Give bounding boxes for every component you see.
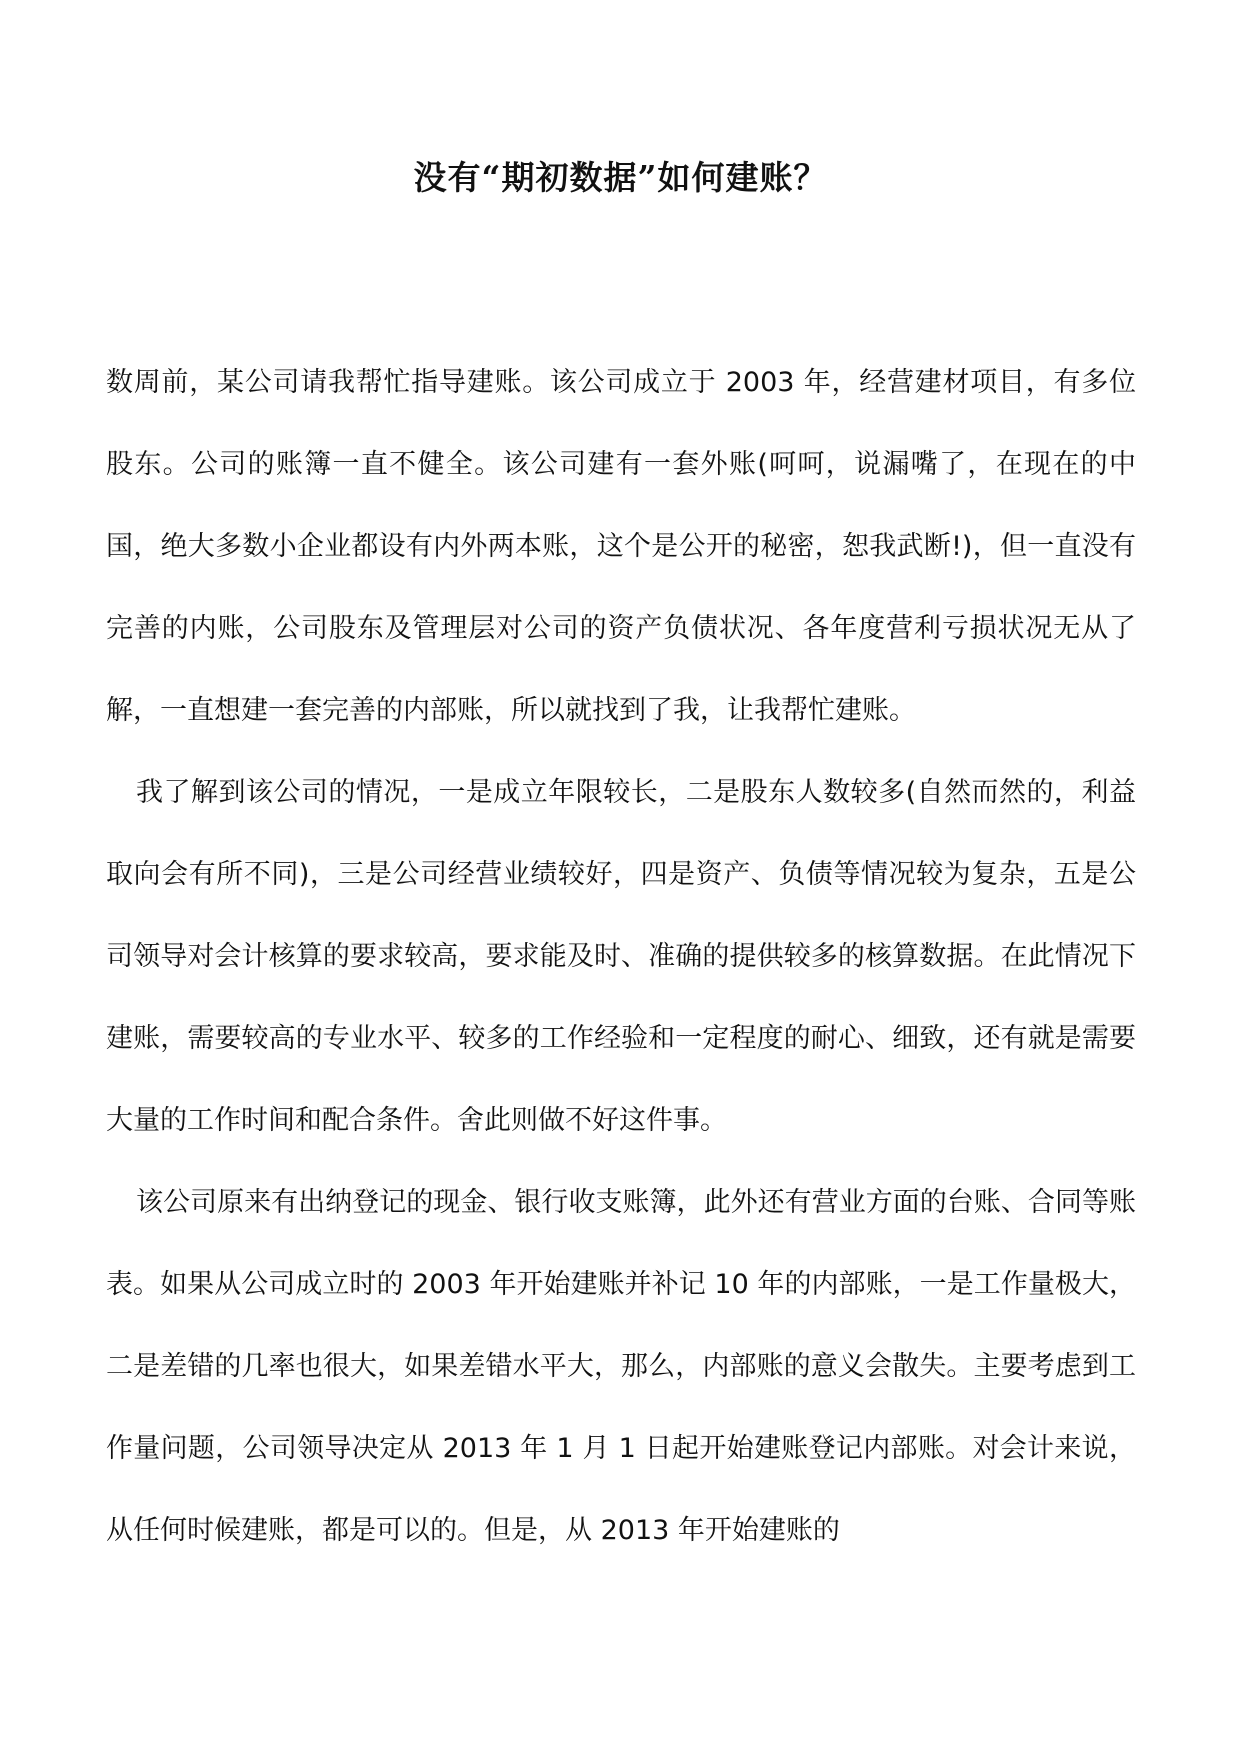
paragraph-3: 该公司原来有出纳登记的现金、银行收支账簿，此外还有营业方面的台账、合同等账表。如果从公司成立时的 2003 年开始建账并补记 10 年的内部账，一是工作量极大，二是差错的几率也很大，如果差错水平大，那么，内部账的意义会散失。主要考虑到工作量问题，公司领导决定从 2013 年 1 月 1 日起开始建账登记内部账。对会计来说，从任何时候建账，都是可以的。但是，从 2013 年开始建账的: [106, 1187, 1136, 1546]
document-body: [106, 342, 1136, 1572]
paragraph-1: 数周前，某公司请我帮忙指导建账。该公司成立于 2003 年，经营建材项目，有多位股东。公司的账簿一直不健全。该公司建有一套外账(呵呵，说漏嘴了，在现在的中国，绝大多数小企业都设有内外两本账，这个是公开的秘密，恕我武断!)，但一直没有完善的内账，公司股东及管理层对公司的资产负债状况、各年度营利亏损状况无从了解，一直想建一套完善的内部账，所以就找到了我，让我帮忙建账。: [106, 367, 1136, 726]
document-title: 没有“期初数据”如何建账？: [413, 158, 828, 197]
paragraph-2: 我了解到该公司的情况，一是成立年限较长，二是股东人数较多(自然而然的，利益取向会有所不同)，三是公司经营业绩较好，四是资产、负债等情况较为复杂，五是公司领导对会计核算的要求较高，要求能及时、准确的提供较多的核算数据。在此情况下建账，需要较高的专业水平、较多的工作经验和一定程度的耐心、细致，还有就是需要大量的工作时间和配合条件。舍此则做不好这件事。: [106, 777, 1136, 1136]
